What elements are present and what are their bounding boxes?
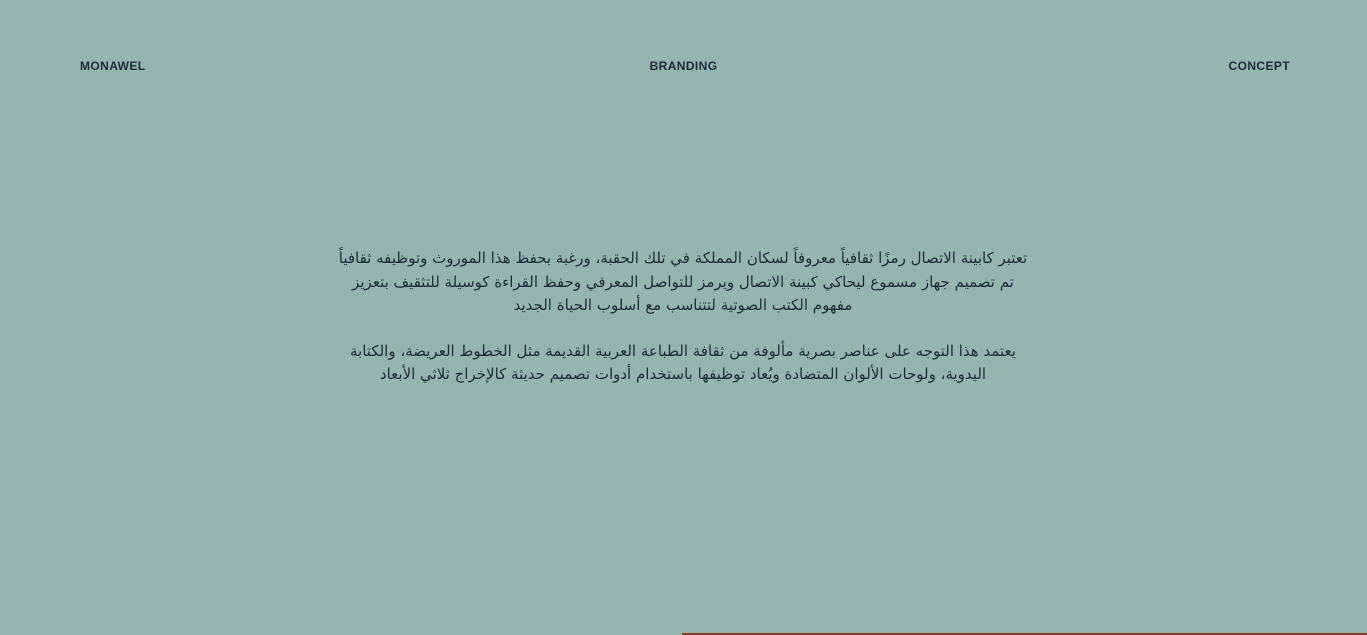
description-paragraph-1: تعتبر كابينة الاتصال رمزًا ثقافياً معروفاً لسكان المملكة في تلك الحقبة، ورغبة بحفظ هذا الموروث وتوظيفه ثقافياً تم تصميم جهاز مسموع ليحاكي كبينة الاتصال ويرمز للتواصل المعرفي وحفظ القراءة كوسيلة للتثقيف بتعزيز مفهوم الكتب الصوتية لتتناسب مع أسلوب الحياة الجديد <box>338 249 1028 314</box>
nav-link-concept[interactable]: CONCEPT <box>1228 59 1290 73</box>
concept-description <box>330 247 1036 387</box>
description-paragraph-2: يعتمد هذا التوجه على عناصر بصرية مألوفة من ثقافة الطباعة العربية القديمة مثل الخطوط العريضة، والكتابة اليدوية، ولوحات الألوان المتضادة ويُعاد توظيفها باستخدام أدوات تصميم حديثة كالإخراج ثلاثي الأبعاد <box>350 341 1016 383</box>
nav-link-monawel[interactable]: MONAWEL <box>80 59 146 73</box>
nav-link-branding[interactable]: BRANDING <box>649 59 718 73</box>
nav-center <box>650 56 718 76</box>
